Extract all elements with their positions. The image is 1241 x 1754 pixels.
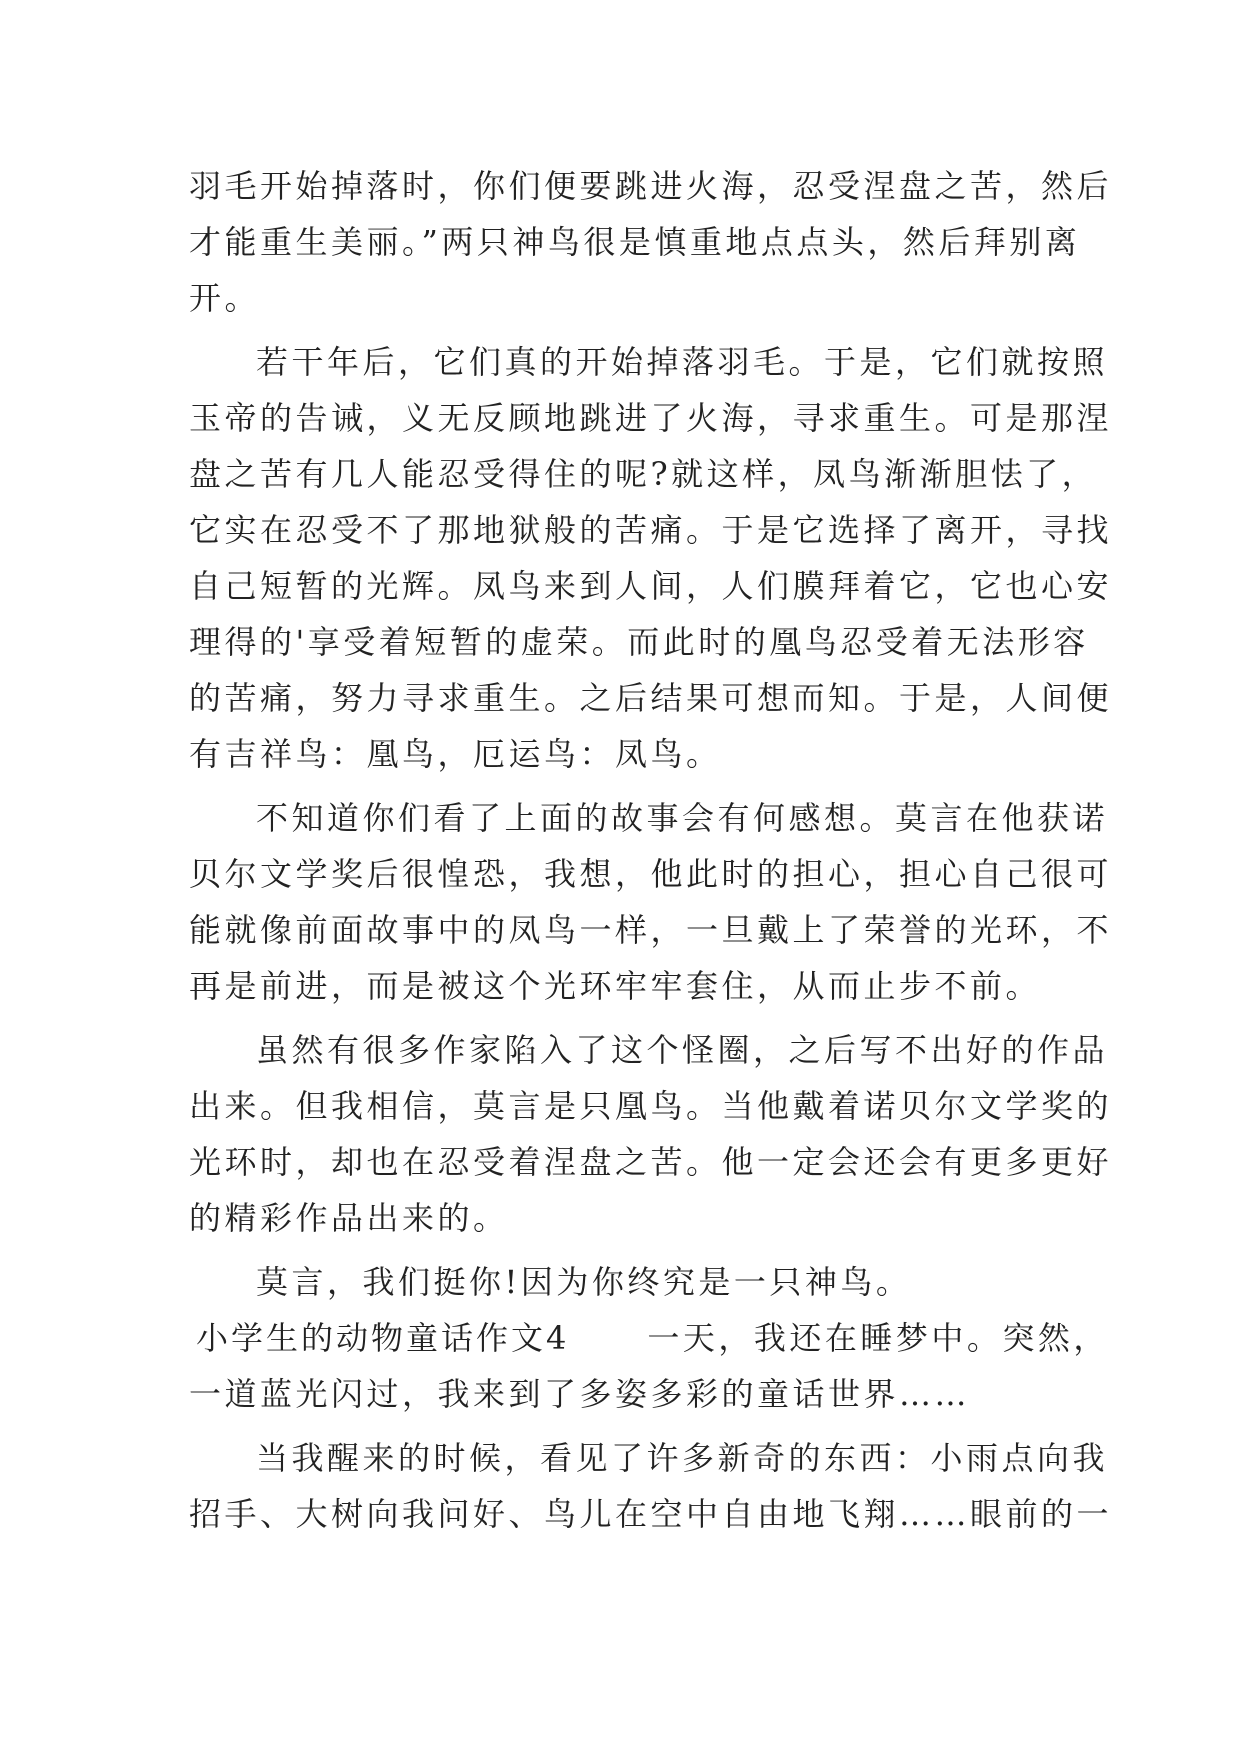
paragraph-line: 的苦痛，努力寻求重生。之后结果可想而知。于是，人间便 [189,679,1113,717]
paragraph-line: 自己短暂的光辉。凤鸟来到人间，人们膜拜着它，它也心安 [189,567,1113,605]
paragraph-line: 出来。但我相信，莫言是只凰鸟。当他戴着诺贝尔文学奖的 [189,1087,1113,1125]
paragraph-line: 理得的'享受着短暂的虚荣。而此时的凰鸟忍受着无法形容 [189,623,1089,661]
paragraph-line: 若干年后，它们真的开始掉落羽毛。于是，它们就按照 [256,343,1109,381]
paragraph-text: 一天，我还在睡梦中。突然， [647,1319,1109,1357]
paragraph-line: 不知道你们看了上面的故事会有何感想。莫言在他获诺 [256,799,1109,837]
paragraph-line: 光环时，却也在忍受着涅盘之苦。他一定会还会有更多更好 [189,1143,1113,1181]
paragraph-line: 虽然有很多作家陷入了这个怪圈，之后写不出好的作品 [256,1031,1109,1069]
paragraph-line: 一道蓝光闪过，我来到了多姿多彩的童话世界…… [189,1375,971,1413]
paragraph-line: 羽毛开始掉落时，你们便要跳进火海，忍受涅盘之苦，然后 [189,167,1113,205]
paragraph-line: 的精彩作品出来的。 [189,1199,509,1237]
paragraph-line: 再是前进，而是被这个光环牢牢套住，从而止步不前。 [189,967,1042,1005]
paragraph-line: 盘之苦有几人能忍受得住的呢?就这样，凤鸟渐渐胆怯了， [189,455,1098,493]
paragraph-line: 它实在忍受不了那地狱般的苦痛。于是它选择了离开，寻找 [189,511,1113,549]
section-heading-line [196,1316,1109,1360]
paragraph-line: 玉帝的告诫，义无反顾地跳进了火海，寻求重生。可是那涅 [189,399,1113,437]
paragraph-line: 开。 [189,279,261,317]
paragraph-line: 有吉祥鸟：凰鸟，厄运鸟：凤鸟。 [189,735,722,773]
paragraph-line: 当我醒来的时候，看见了许多新奇的东西：小雨点向我 [256,1439,1109,1477]
paragraph-line: 能就像前面故事中的凤鸟一样，一旦戴上了荣誉的光环，不 [189,911,1113,949]
paragraph-line: 招手、大树向我问好、鸟儿在空中自由地飞翔……眼前的一 [189,1495,1113,1533]
paragraph-line: 贝尔文学奖后很惶恐，我想，他此时的担心，担心自己很可 [189,855,1113,893]
paragraph-line: 才能重生美丽。”两只神鸟很是慎重地点点头，然后拜别离 [189,223,1081,261]
paragraph-line: 莫言，我们挺你!因为你终究是一只神鸟。 [256,1263,912,1301]
section-title: 小学生的动物童话作文4 [196,1319,570,1357]
